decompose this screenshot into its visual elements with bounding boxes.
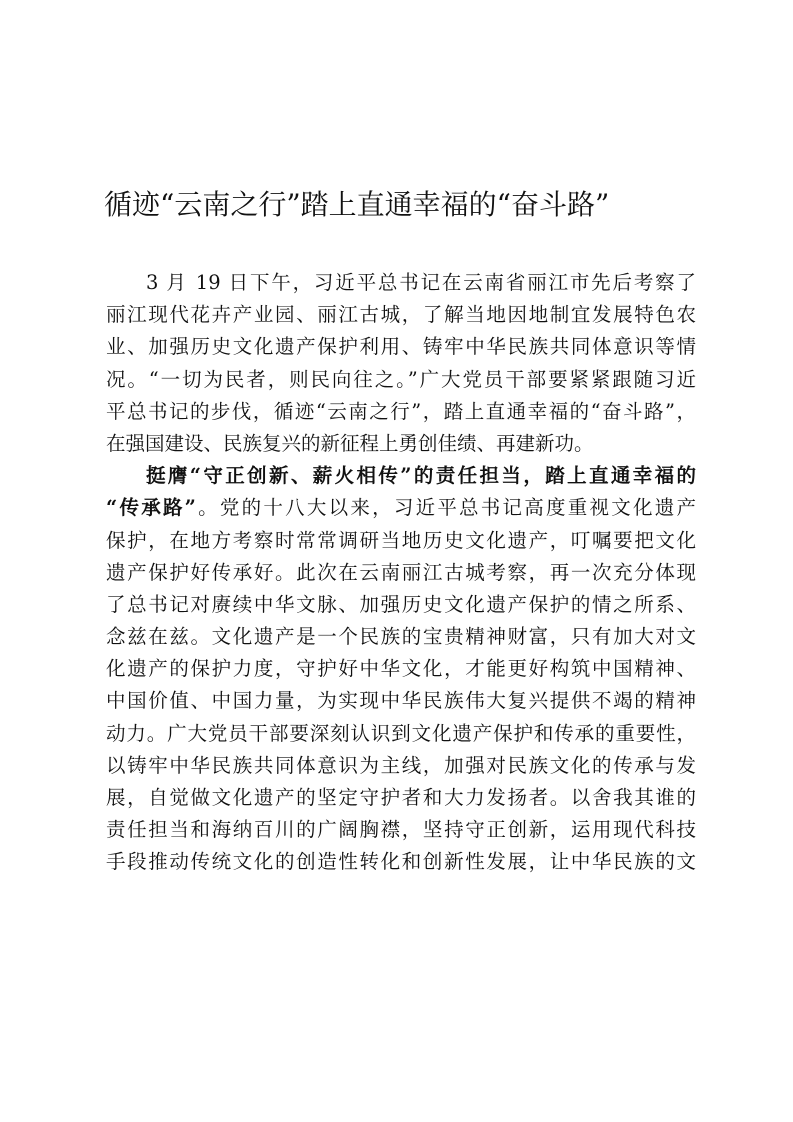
document-title: 循迹“云南之行”踏上直通幸福的“奋斗路” bbox=[104, 188, 610, 221]
paragraph-line: 念兹在兹。文化遗产是一个民族的宝贵精神财富，只有加大对文 bbox=[106, 625, 696, 649]
paragraph-line: 保护，在地方考察时常常调研当地历史文化遗产，叮嘱要把文化 bbox=[106, 528, 696, 552]
paragraph-line: 况。“一切为民者，则民向往之。”广大党员干部要紧紧跟随习近 bbox=[106, 367, 696, 391]
section-heading-rest: 。党的十八大以来，习近平总书记高度重视文化遗产 bbox=[195, 496, 696, 520]
paragraph-line: 展，自觉做文化遗产的坚定守护者和大力发扬者。以舍我其谁的 bbox=[106, 786, 696, 809]
document-body bbox=[106, 267, 696, 879]
paragraph-line: 化遗产的保护力度，守护好中华文化，才能更好构筑中国精神、 bbox=[106, 657, 696, 681]
paragraph-line: 业、加强历史文化遗产保护利用、铸牢中华民族共同体意识等情 bbox=[106, 335, 696, 359]
paragraph-line: 了总书记对赓续中华文脉、加强历史文化遗产保护的情之所系、 bbox=[106, 592, 696, 616]
paragraph-line: 手段推动传统文化的创造性转化和创新性发展，让中华民族的文 bbox=[106, 850, 696, 874]
paragraph-line: 以铸牢中华民族共同体意识为主线，加强对民族文化的传承与发 bbox=[106, 753, 696, 777]
paragraph-line: 在强国建设、民族复兴的新征程上勇创佳绩、再建新功。 bbox=[106, 431, 594, 455]
paragraph-line: 3 月 19 日下午，习近平总书记在云南省丽江市先后考察了 bbox=[146, 271, 696, 294]
paragraph-line: 责任担当和海纳百川的广阔胸襟，坚持守正创新，运用现代科技 bbox=[106, 818, 696, 842]
paragraph-line: 动力。广大党员干部要深刻认识到文化遗产保护和传承的重要性， bbox=[106, 721, 696, 745]
section-heading-line-mixed bbox=[106, 492, 696, 524]
section-heading-line: 挺膺“守正创新、薪火相传”的责任担当，踏上直通幸福的 bbox=[146, 464, 696, 488]
paragraph-line: 平总书记的步伐，循迹“云南之行”，踏上直通幸福的“奋斗路”， bbox=[106, 399, 696, 423]
section-heading-bold: “传承路” bbox=[106, 496, 196, 520]
paragraph-line: 丽江现代花卉产业园、丽江古城，了解当地因地制宜发展特色农 bbox=[106, 303, 696, 327]
paragraph-line: 中国价值、中国力量，为实现中华民族伟大复兴提供不竭的精神 bbox=[106, 689, 696, 713]
paragraph-line: 遗产保护好传承好。此次在云南丽江古城考察，再一次充分体现 bbox=[106, 560, 696, 584]
